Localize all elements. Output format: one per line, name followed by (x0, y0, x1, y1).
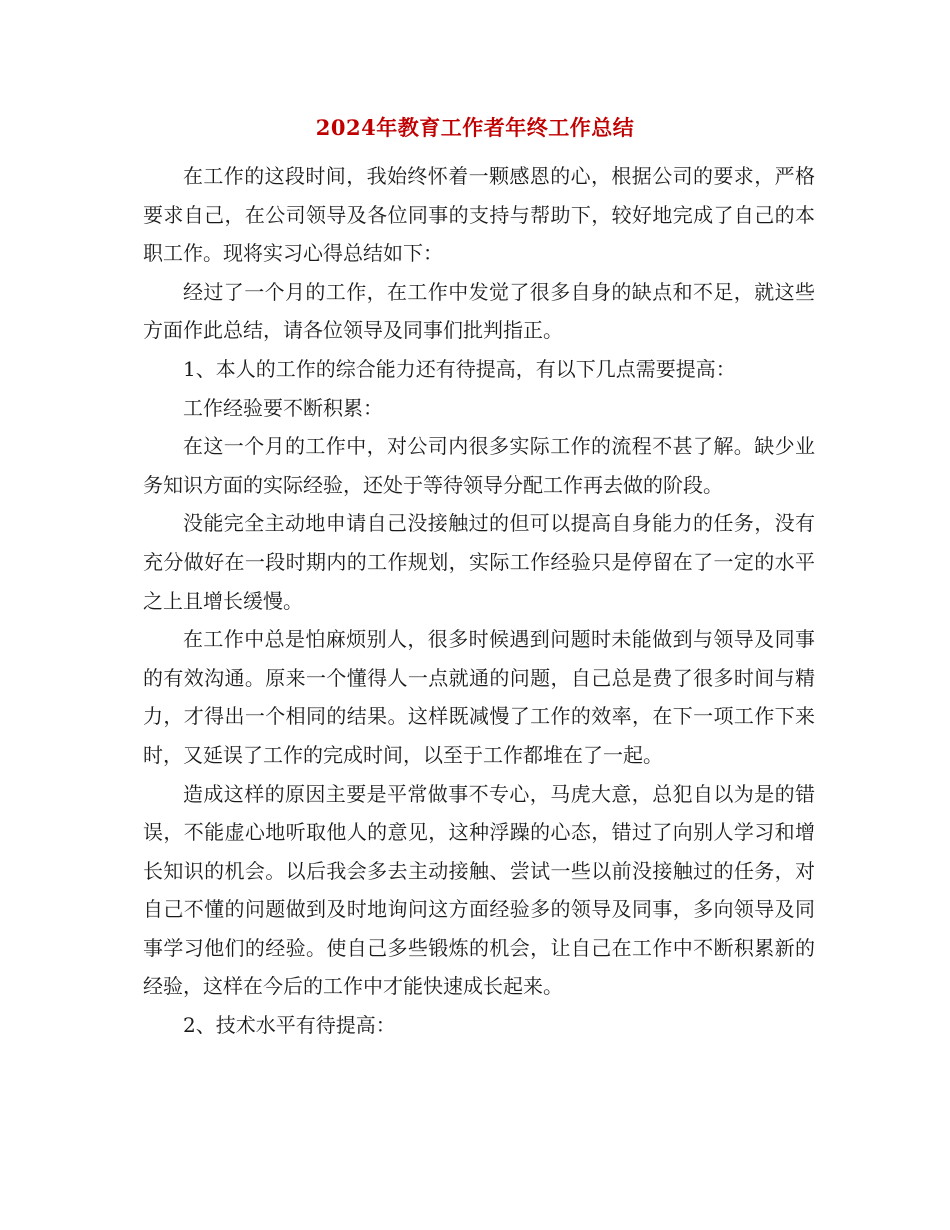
document-body (143, 157, 815, 1045)
paragraph-7: 在工作中总是怕麻烦别人，很多时候遇到问题时未能做到与领导及同事的有效沟通。原来一个懂得人一点就通的问题，自己总是费了很多时间与精力，才得出一个相同的结果。这样既减慢了工作的效率，在下一项工作下来时，又延误了工作的完成时间，以至于工作都堆在了一起。 (143, 627, 815, 767)
paragraph-1: 在工作的这段时间，我始终怀着一颗感恩的心，根据公司的要求，严格要求自己，在公司领导及各位同事的支持与帮助下，较好地完成了自己的本职工作。现将实习心得总结如下： (143, 164, 815, 266)
document-title: 2024年教育工作者年终工作总结 (315, 115, 635, 140)
paragraph-4: 工作经验要不断积累： (183, 395, 383, 420)
paragraph-5: 在这一个月的工作中，对公司内很多实际工作的流程不甚了解。缺少业务知识方面的实际经验，还处于等待领导分配工作再去做的阶段。 (143, 434, 815, 497)
paragraph-8: 造成这样的原因主要是平常做事不专心，马虎大意，总犯自以为是的错误，不能虚心地听取他人的意见，这种浮躁的心态，错过了向别人学习和增长知识的机会。以后我会多去主动接触、尝试一些以前没接触过的任务，对自己不懂的问题做到及时地询问这方面经验多的领导及同事，多向领导及同事学习他们的经验。使自己多些锻炼的机会，让自己在工作中不断积累新的经验，这样在今后的工作中才能快速成长起来。 (143, 781, 815, 999)
paragraph-3: 1、本人的工作的综合能力还有待提高，有以下几点需要提高： (183, 356, 736, 381)
paragraph-6: 没能完全主动地申请自己没接触过的但可以提高自身能力的任务，没有充分做好在一段时期内的工作规划，实际工作经验只是停留在了一定的水平之上且增长缓慢。 (143, 511, 815, 613)
paragraph-9: 2、技术水平有待提高： (183, 1013, 396, 1038)
paragraph-2: 经过了一个月的工作，在工作中发觉了很多自身的缺点和不足，就这些方面作此总结，请各位领导及同事们批判指正。 (143, 279, 815, 343)
